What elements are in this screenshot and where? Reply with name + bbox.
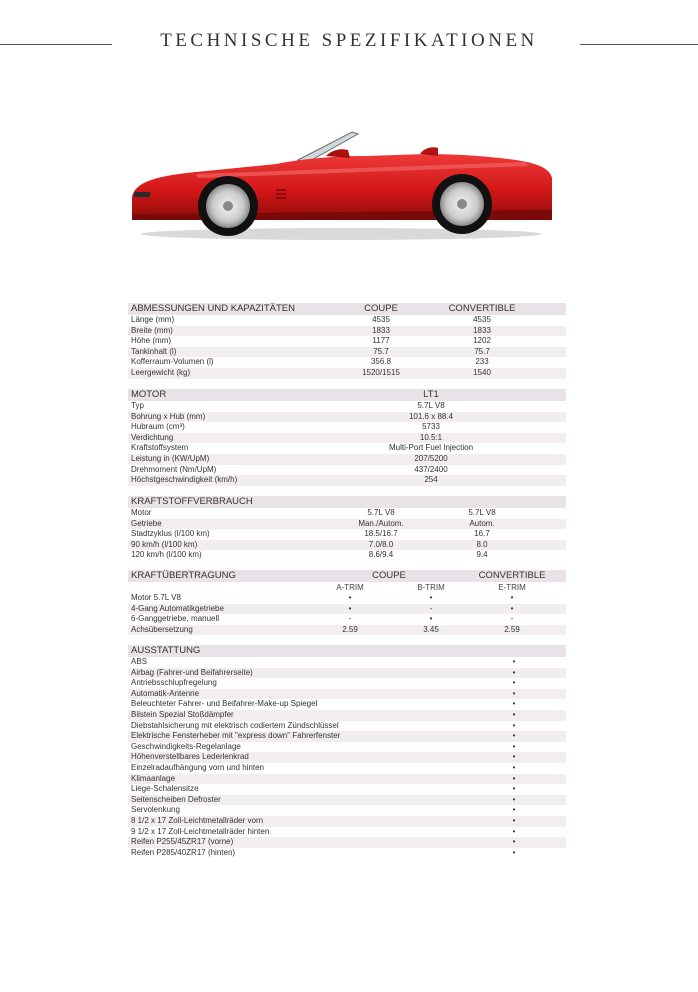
row-label: Leergewicht (kg): [131, 367, 191, 377]
table-row: [128, 604, 566, 615]
equipment-section: [128, 645, 566, 858]
table-row: [128, 519, 566, 530]
equipment-mark: •: [512, 847, 516, 857]
convertible-value: 75.7: [474, 346, 490, 356]
table-row: [128, 475, 566, 486]
convertible-value: 1833: [473, 325, 491, 335]
motor-header-bar: [128, 389, 566, 401]
equipment-item: Bilstein Spezial Stoßdämpfer: [131, 709, 234, 719]
equipment-mark: •: [512, 837, 516, 847]
table-row: [128, 731, 566, 742]
trim-b-value: •: [429, 614, 433, 624]
row-label: Höhe (mm): [131, 336, 172, 346]
motor-value: 207/5200: [414, 453, 448, 463]
row-label: Länge (mm): [131, 315, 175, 324]
equipment-item: Servolenkung: [131, 805, 180, 815]
dimensions-header-bar: [128, 303, 566, 315]
motor-col-lt1: LT1: [423, 389, 439, 400]
equipment-mark: •: [512, 784, 516, 794]
equipment-mark: •: [512, 731, 516, 741]
table-row: [128, 422, 566, 433]
table-row: [128, 433, 566, 444]
row-label: Höchstgeschwindigkeit (km/h): [131, 475, 238, 485]
transmission-header: KRAFTÜBERTRAGUNG: [131, 570, 236, 581]
row-label: Getriebe: [131, 518, 162, 528]
table-row: [128, 678, 566, 689]
equipment-item: Liege-Schalensitze: [131, 784, 199, 794]
convertible-value: 1540: [473, 367, 491, 377]
row-label: Breite (mm): [131, 325, 173, 335]
table-row: [128, 357, 566, 368]
coupe-value: 356.8: [370, 357, 392, 367]
equipment-mark: •: [512, 794, 516, 804]
equipment-item: ABS: [131, 657, 148, 666]
dimensions-col-convertible: CONVERTIBLE: [448, 303, 516, 314]
equipment-item: Höhenverstellbares Lederlenkrad: [131, 752, 249, 762]
table-row: [128, 625, 566, 636]
equipment-item: Klimaanlage: [131, 773, 176, 783]
convertible-value: 9.4: [476, 550, 488, 560]
coupe-value: 75.7: [373, 346, 389, 356]
table-row: [128, 614, 566, 625]
motor-value: 101.6 x 88.4: [408, 411, 454, 421]
equipment-item: Airbag (Fahrer-und Beifahrerseite): [131, 667, 253, 677]
motor-value: 5.7L V8: [417, 401, 445, 410]
equipment-item: Antriebsschlupfregelung: [131, 678, 217, 688]
coupe-value: 7.0/8.0: [368, 539, 394, 549]
table-row: [128, 837, 566, 848]
trim-b-value: •: [429, 593, 433, 602]
equipment-mark: •: [512, 720, 516, 730]
fuel-section: [128, 496, 566, 561]
equipment-item: Diebstahlsicherung mit elektrisch codiertem Zündschlüssel: [131, 720, 339, 730]
table-row: [128, 401, 566, 412]
row-label: Stadtzyklus (l/100 km): [131, 529, 210, 539]
equipment-mark: •: [512, 826, 516, 836]
table-row: [128, 827, 566, 838]
transmission-col-convertible: CONVERTIBLE: [478, 570, 546, 581]
transmission-section: [128, 570, 566, 635]
equipment-item: 9 1/2 x 17 Zoll-Leichtmetallräder hinten: [131, 826, 270, 836]
table-row: [128, 315, 566, 326]
row-label: Motor: [131, 508, 152, 517]
table-row: [128, 657, 566, 668]
table-row: [128, 689, 566, 700]
equipment-mark: •: [512, 667, 516, 677]
fuel-header: KRAFTSTOFFVERBRAUCH: [131, 496, 253, 507]
trim-b-label: B-TRIM: [417, 583, 445, 592]
dimensions-header: ABMESSUNGEN UND KAPAZITÄTEN: [131, 303, 295, 314]
page-title: TECHNISCHE SPEZIFIKATIONEN: [160, 30, 538, 51]
equipment-mark: •: [512, 815, 516, 825]
trim-e-label: E-TRIM: [498, 583, 526, 592]
table-row: [128, 540, 566, 551]
table-row: [128, 752, 566, 763]
coupe-value: 18.5/16.7: [364, 529, 398, 539]
motor-header: MOTOR: [131, 389, 167, 400]
equipment-header: AUSSTATTUNG: [131, 645, 201, 656]
title-rule-right: [580, 44, 698, 45]
table-row: [128, 550, 566, 561]
motor-value: 437/2400: [414, 464, 448, 474]
motor-value: Multi-Port Fuel Injection: [388, 443, 474, 453]
trim-b-value: -: [429, 603, 433, 613]
coupe-value: Man./Autom.: [358, 518, 404, 528]
equipment-mark: •: [512, 773, 516, 783]
equipment-mark: •: [512, 699, 516, 709]
convertible-value: 16.7: [474, 529, 490, 539]
motor-value: 254: [424, 475, 438, 485]
trim-e-value: •: [510, 593, 514, 602]
coupe-value: 4535: [372, 315, 390, 324]
trim-a-value: -: [348, 614, 352, 624]
equipment-item: Reifen P255/45ZR17 (vorne): [131, 837, 234, 847]
trim-a-value: •: [348, 603, 352, 613]
equipment-mark: •: [512, 688, 516, 698]
row-label: 120 km/h (l/100 km): [131, 550, 202, 560]
equipment-item: Reifen P285/40ZR17 (hinten): [131, 847, 236, 857]
row-label: Bohrung x Hub (mm): [131, 411, 206, 421]
row-label: Leistung in (KW/UpM): [131, 453, 210, 463]
equipment-item: Beleuchteter Fahrer- und Beifahrer-Make-up Spiegel: [131, 699, 318, 709]
row-label: Kraftstoffsystem: [131, 443, 189, 453]
equipment-mark: •: [512, 752, 516, 762]
row-label: Typ: [131, 401, 144, 410]
table-row: [128, 742, 566, 753]
equipment-header-bar: [128, 645, 566, 657]
equipment-mark: •: [512, 805, 516, 815]
equipment-mark: •: [512, 657, 516, 666]
trim-e-value: •: [510, 603, 514, 613]
dimensions-section: [128, 303, 566, 379]
transmission-header-bar: [128, 570, 566, 582]
equipment-mark: •: [512, 678, 516, 688]
row-label: Drehmoment (Nm/UpM): [131, 464, 217, 474]
row-label: 4-Gang Automatikgetriebe: [131, 603, 224, 613]
coupe-value: 1177: [372, 336, 390, 346]
convertible-value: 1202: [473, 336, 491, 346]
table-row: [128, 795, 566, 806]
equipment-item: 8 1/2 x 17 Zoll-Leichtmetallräder vorn: [131, 815, 264, 825]
table-row: [128, 443, 566, 454]
trim-a-label: A-TRIM: [336, 583, 364, 592]
equipment-mark: •: [512, 762, 516, 772]
table-row: [128, 529, 566, 540]
trim-a-value: •: [348, 593, 352, 602]
table-row: [128, 805, 566, 816]
table-row: [128, 668, 566, 679]
convertible-value: 8.0: [476, 539, 488, 549]
table-row: [128, 763, 566, 774]
table-row: [128, 848, 566, 859]
table-row: [128, 784, 566, 795]
coupe-value: 8.6/9.4: [368, 550, 394, 560]
fuel-header-bar: [128, 496, 566, 508]
equipment-item: Geschwindigkeits-Regelanlage: [131, 741, 241, 751]
trim-e-value: -: [510, 614, 514, 624]
coupe-value: 5.7L V8: [367, 508, 395, 517]
motor-value: 10.5:1: [419, 432, 443, 442]
table-row: [128, 816, 566, 827]
equipment-item: Einzelradaufhängung vorn und hinten: [131, 762, 264, 772]
table-row: [128, 412, 566, 423]
equipment-mark: •: [512, 709, 516, 719]
row-label: 90 km/h (l/100 km): [131, 539, 198, 549]
coupe-value: 1520/1515: [362, 367, 400, 377]
equipment-item: Automatik-Antenne: [131, 688, 200, 698]
row-label: Verdichtung: [131, 432, 174, 442]
motor-section: [128, 389, 566, 486]
row-label: Achsübersetzung: [131, 624, 193, 634]
table-row: [128, 508, 566, 519]
trim-e-value: 2.59: [504, 624, 520, 634]
coupe-value: 1833: [372, 325, 390, 335]
row-label: Hubraum (cm³): [131, 422, 185, 432]
table-row: [128, 454, 566, 465]
table-row: [128, 336, 566, 347]
table-row: [128, 593, 566, 604]
transmission-col-coupe: COUPE: [372, 570, 406, 581]
table-row: [128, 699, 566, 710]
trim-b-value: 3.45: [423, 624, 439, 634]
row-label: Tankinhalt (l): [131, 346, 177, 356]
table-row: [128, 326, 566, 337]
convertible-value: 233: [475, 357, 489, 367]
dimensions-col-coupe: COUPE: [364, 303, 398, 314]
equipment-mark: •: [512, 741, 516, 751]
trim-a-value: 2.59: [342, 624, 358, 634]
convertible-value: Autom.: [469, 518, 495, 528]
red-convertible-car-illustration: [126, 118, 556, 248]
table-row: [128, 774, 566, 785]
convertible-value: 4535: [473, 315, 491, 324]
row-label: Kofferraum-Volumen (l): [131, 357, 214, 367]
row-label: Motor 5.7L V8: [131, 593, 181, 602]
table-row: [128, 465, 566, 476]
table-row: [128, 347, 566, 358]
table-row: [128, 721, 566, 732]
transmission-subheader: [128, 582, 566, 593]
table-row: [128, 368, 566, 379]
convertible-value: 5.7L V8: [468, 508, 496, 517]
motor-value: 5733: [422, 422, 440, 432]
equipment-item: Elektrische Fensterheber mit "express down" Fahrerfenster: [131, 731, 341, 741]
equipment-item: Seitenscheiben Defroster: [131, 794, 221, 804]
row-label: 6-Ganggetriebe, manuell: [131, 614, 220, 624]
table-row: [128, 710, 566, 721]
